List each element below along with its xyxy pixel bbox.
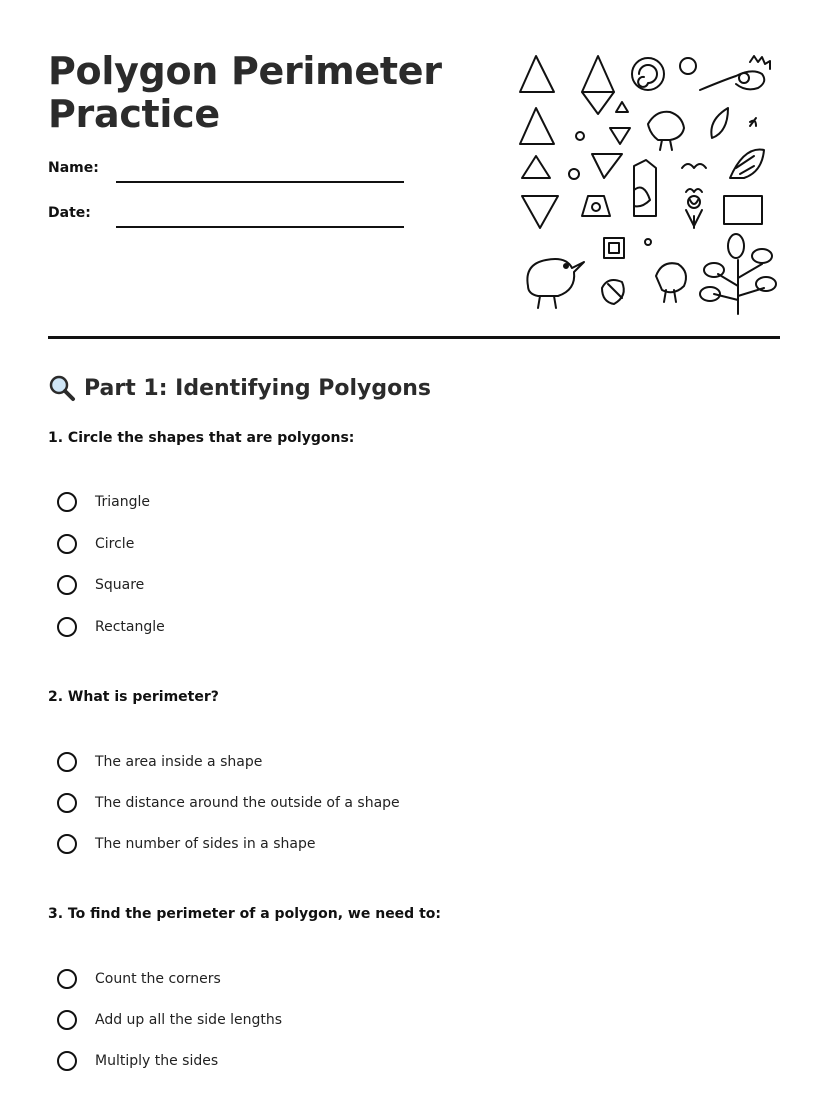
q1-option-rectangle[interactable]	[57, 614, 165, 640]
option-label: Rectangle	[95, 619, 165, 635]
date-label: Date:	[48, 205, 91, 221]
option-label: Triangle	[95, 494, 150, 510]
option-label: Multiply the sides	[95, 1053, 219, 1069]
part1-title-text: Part 1: Identifying Polygons	[84, 375, 432, 401]
title-line-1: Polygon Perimeter	[48, 49, 442, 93]
name-label: Name:	[48, 160, 99, 176]
q3-option-add-sides[interactable]	[57, 1007, 282, 1033]
radio-button[interactable]	[57, 617, 77, 637]
name-line[interactable]	[116, 181, 404, 183]
question-3-prompt: 3. To find the perimeter of a polygon, we need to:	[48, 906, 441, 922]
option-label: Square	[95, 577, 145, 593]
q3-option-multiply[interactable]	[57, 1048, 218, 1074]
q2-option-sides[interactable]	[57, 831, 315, 857]
q1-option-circle[interactable]	[57, 531, 134, 557]
question-1-prompt: 1. Circle the shapes that are polygons:	[48, 430, 355, 446]
radio-button[interactable]	[57, 575, 77, 595]
date-field[interactable]	[48, 205, 408, 229]
q1-option-triangle[interactable]	[57, 489, 150, 515]
q1-option-square[interactable]	[57, 572, 144, 598]
radio-button[interactable]	[57, 492, 77, 512]
radio-button[interactable]	[57, 969, 77, 989]
shapes-and-birds-doodle-icon	[514, 50, 780, 320]
radio-button[interactable]	[57, 1010, 77, 1030]
title-line-2: Practice	[48, 92, 220, 136]
q3-option-corners[interactable]	[57, 966, 221, 992]
option-label: The number of sides in a shape	[95, 836, 316, 852]
option-label: Add up all the side lengths	[95, 1012, 283, 1028]
magnifying-glass-icon	[48, 374, 76, 402]
radio-button[interactable]	[57, 793, 77, 813]
option-label: Circle	[95, 536, 135, 552]
option-label: Count the corners	[95, 971, 221, 987]
option-label: The area inside a shape	[95, 754, 263, 770]
q2-option-distance[interactable]	[57, 790, 400, 816]
question-2-prompt: 2. What is perimeter?	[48, 689, 219, 705]
page-title	[48, 50, 442, 136]
radio-button[interactable]	[57, 752, 77, 772]
option-label: The distance around the outside of a shape	[95, 795, 400, 811]
radio-button[interactable]	[57, 1051, 77, 1071]
date-line[interactable]	[116, 226, 404, 228]
part1-title	[48, 374, 431, 402]
q2-option-area[interactable]	[57, 749, 262, 775]
header-divider	[48, 336, 780, 339]
radio-button[interactable]	[57, 534, 77, 554]
radio-button[interactable]	[57, 834, 77, 854]
name-field[interactable]	[48, 160, 408, 184]
